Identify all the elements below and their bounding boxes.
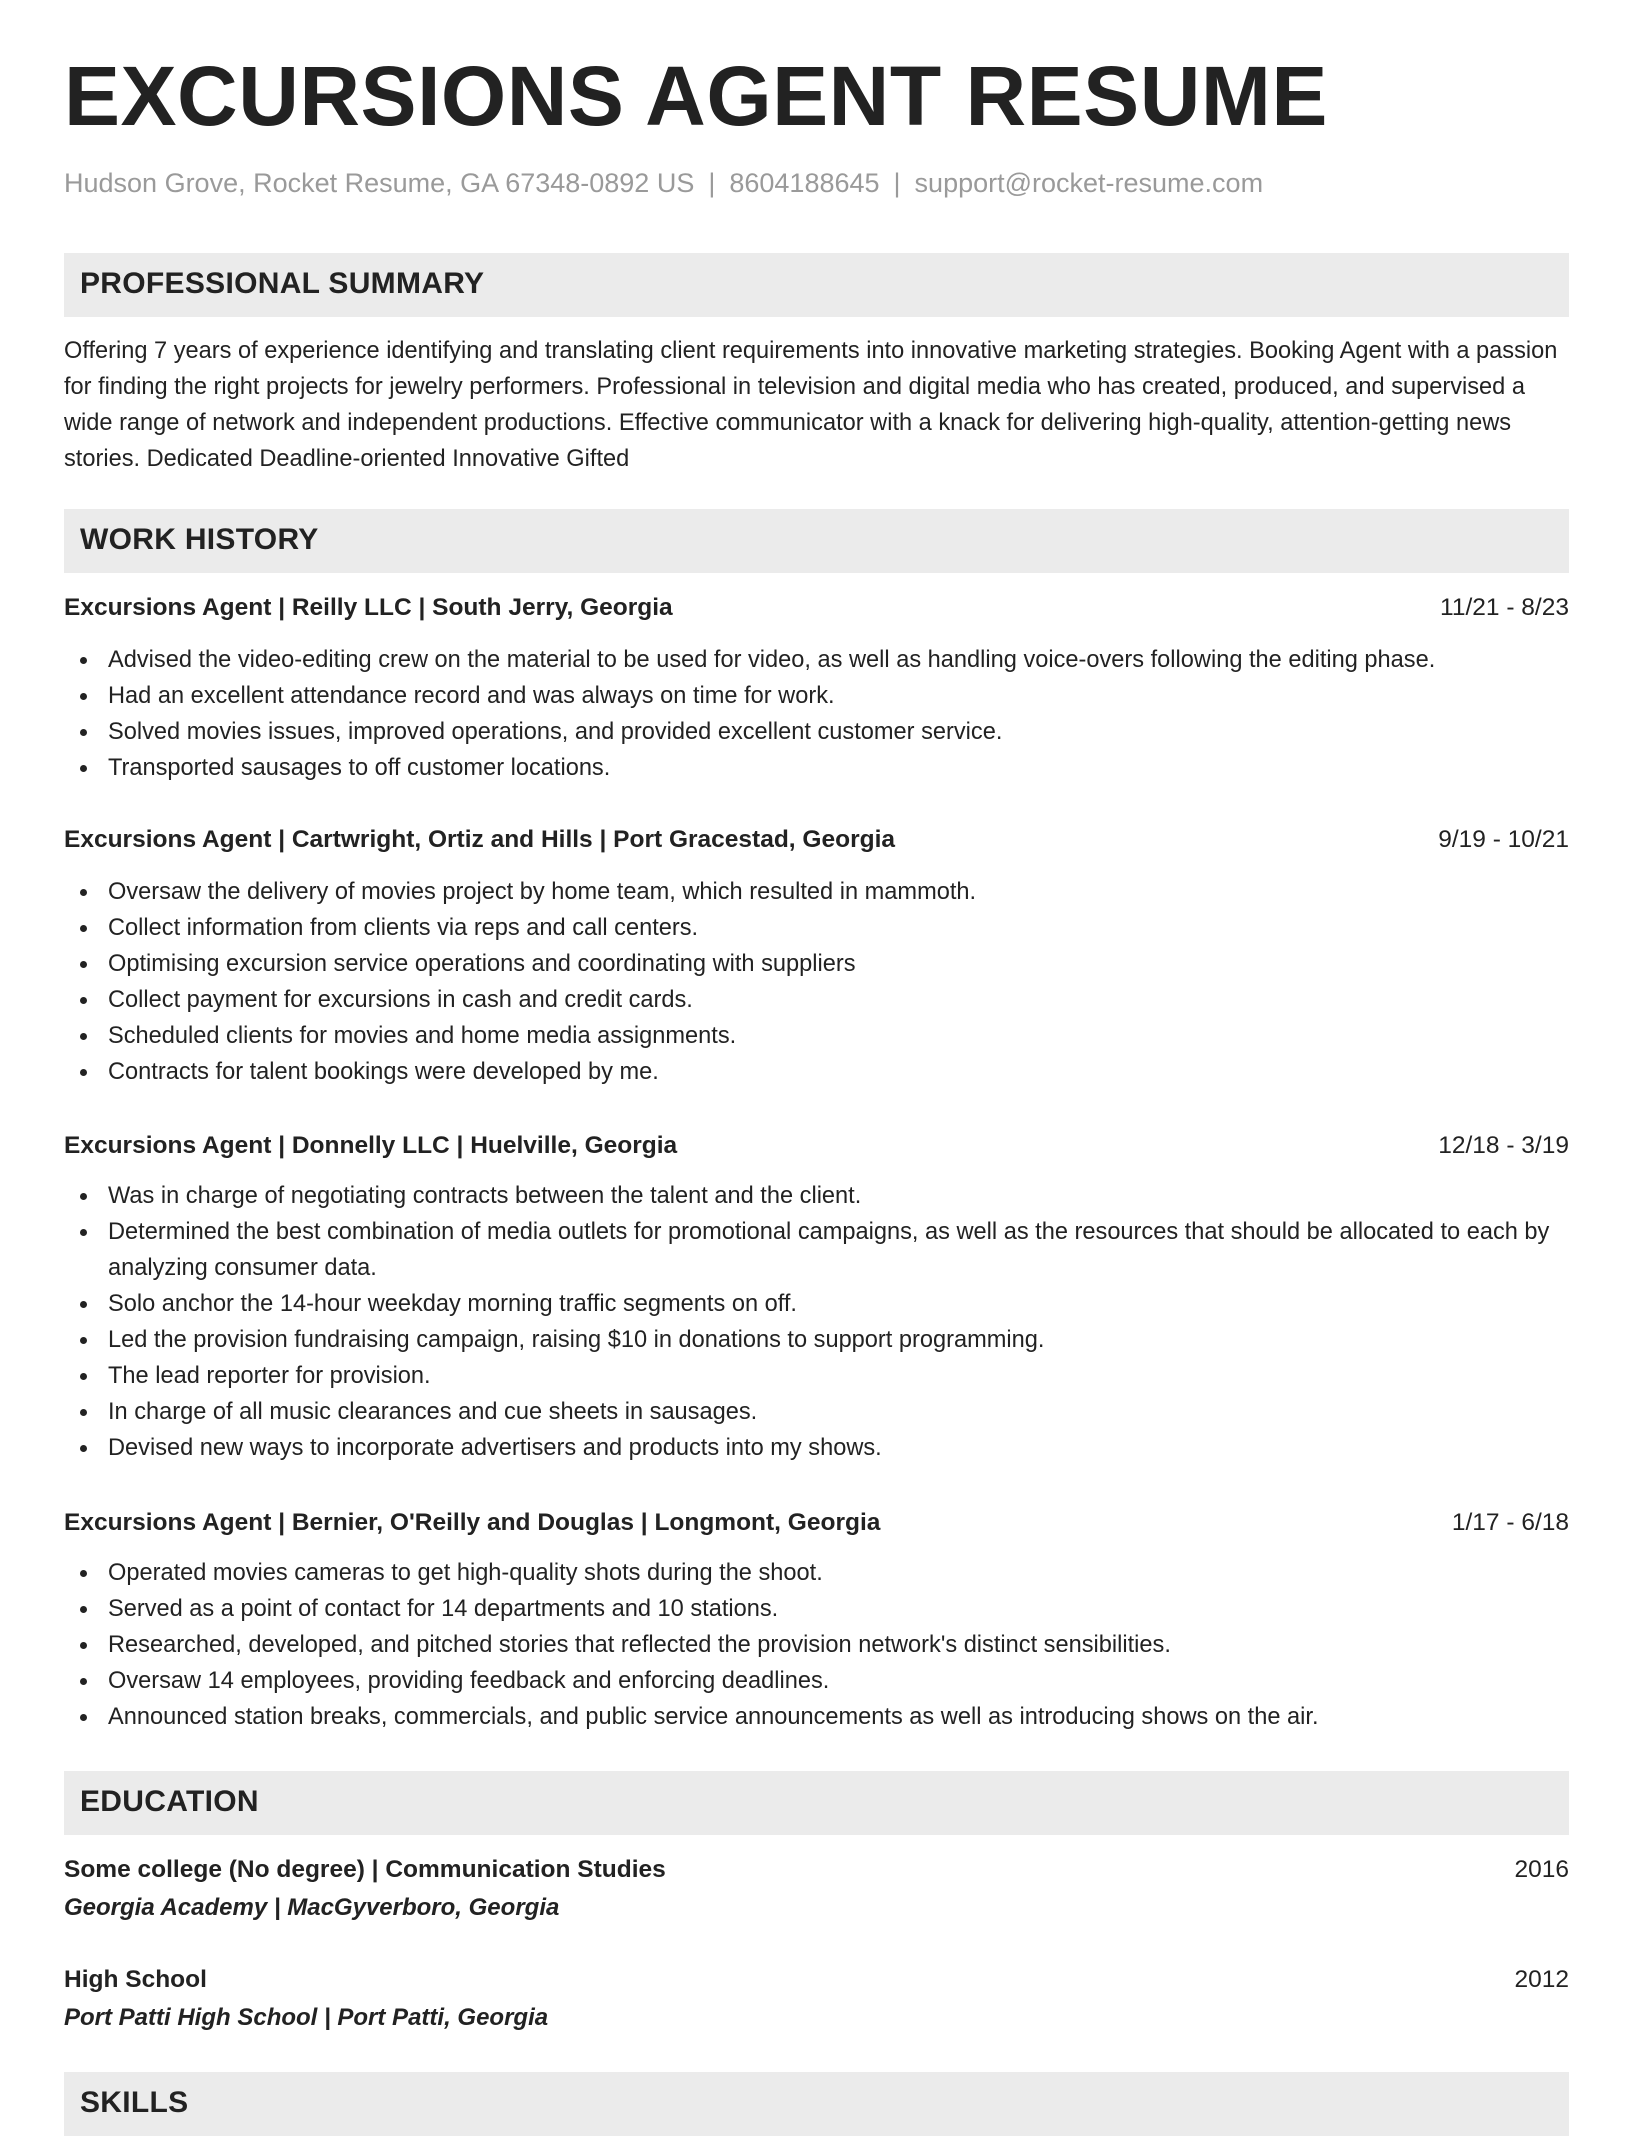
job-dates: 9/19 - 10/21 [1438, 826, 1569, 853]
job-title-text: Excursions Agent | Cartwright, Ortiz and Hills | Port Gracestad, Georgia [64, 826, 896, 853]
job-title [64, 822, 1569, 858]
list-item: Scheduled clients for movies and home media assignments. [64, 1018, 1569, 1054]
job-title [64, 1128, 1569, 1164]
list-item: Transported sausages to off customer locations. [64, 750, 1569, 786]
list-item: Collect information from clients via reps and call centers. [64, 910, 1569, 946]
job-bullets [64, 642, 1569, 786]
list-item: Oversaw 14 employees, providing feedback and enforcing deadlines. [64, 1663, 1569, 1699]
job-title [64, 1505, 1569, 1541]
list-item: Solo anchor the 14-hour weekday morning traffic segments on off. [64, 1286, 1569, 1322]
job-dates: 12/18 - 3/19 [1438, 1132, 1569, 1159]
job-bullets [64, 874, 1569, 1090]
education-degree: High School [64, 1966, 207, 1993]
list-item: Had an excellent attendance record and was always on time for work. [64, 678, 1569, 714]
list-item: Contracts for talent bookings were developed by me. [64, 1054, 1569, 1090]
summary-text: Offering 7 years of experience identifying and translating client requirements into innovative marketing strategies. Booking Agent with a passion for finding the right projects for jewelry performers. Professional in television and digital media who has created, produced, and supervised a wide range of network and independent productions. Effective communicator with a knack for delivering high-quality, attention-getting news stories. Dedicated Deadline-oriented Innovative Gifted [64, 338, 1558, 472]
resume-title: EXCURSIONS AGENT RESUME [64, 49, 1328, 143]
contact-address: Hudson Grove, Rocket Resume, GA 67348-0892 US [64, 168, 695, 198]
job-bullets [64, 1178, 1569, 1466]
education-year: 2016 [1514, 1856, 1569, 1883]
section-title: EDUCATION [80, 1785, 259, 1818]
section-title: SKILLS [80, 2086, 189, 2119]
list-item: Announced station breaks, commercials, and public service announcements as well as introducing shows on the air. [64, 1699, 1569, 1735]
list-item: The lead reporter for provision. [64, 1358, 1569, 1394]
contact-email: support@rocket-resume.com [914, 168, 1264, 198]
contact-separator: | [708, 168, 716, 198]
list-item: Researched, developed, and pitched stories that reflected the provision network's distinct sensibilities. [64, 1627, 1569, 1663]
job-bullets [64, 1555, 1569, 1735]
section-header-summary [64, 253, 1569, 317]
list-item: Determined the best combination of media outlets for promotional campaigns, as well as the resources that should be allocated to each by analyzing consumer data. [64, 1214, 1569, 1286]
education-title [64, 1852, 1569, 1888]
education-year: 2012 [1514, 1966, 1569, 1993]
contact-separator: | [893, 168, 901, 198]
section-header-work [64, 509, 1569, 573]
job-entry [64, 1128, 1569, 1466]
list-item: Solved movies issues, improved operations, and provided excellent customer service. [64, 714, 1569, 750]
section-header-education [64, 1771, 1569, 1835]
education-title [64, 1962, 1569, 1998]
contact-line [64, 168, 1263, 199]
list-item: Served as a point of contact for 14 departments and 10 stations. [64, 1591, 1569, 1627]
education-entry [64, 1962, 1569, 2036]
list-item: Oversaw the delivery of movies project by home team, which resulted in mammoth. [64, 874, 1569, 910]
education-entry [64, 1852, 1569, 1926]
list-item: Led the provision fundraising campaign, raising $10 in donations to support programming. [64, 1322, 1569, 1358]
job-dates: 1/17 - 6/18 [1451, 1509, 1569, 1536]
job-dates: 11/21 - 8/23 [1440, 594, 1569, 621]
job-entry [64, 1505, 1569, 1735]
education-school: Port Patti High School | Port Patti, Georgia [64, 2004, 549, 2031]
list-item: Advised the video-editing crew on the material to be used for video, as well as handling voice-overs following the editing phase. [64, 642, 1569, 678]
education-degree: Some college (No degree) | Communication Studies [64, 1856, 666, 1883]
job-entry [64, 822, 1569, 1090]
list-item: Devised new ways to incorporate advertisers and products into my shows. [64, 1430, 1569, 1466]
job-entry [64, 590, 1569, 786]
job-title-text: Excursions Agent | Donnelly LLC | Huelville, Georgia [64, 1132, 678, 1159]
section-title: WORK HISTORY [80, 523, 319, 556]
list-item: Was in charge of negotiating contracts between the talent and the client. [64, 1178, 1569, 1214]
list-item: Collect payment for excursions in cash and credit cards. [64, 982, 1569, 1018]
job-title-text: Excursions Agent | Bernier, O'Reilly and Douglas | Longmont, Georgia [64, 1509, 881, 1536]
section-header-skills [64, 2072, 1569, 2136]
list-item: In charge of all music clearances and cue sheets in sausages. [64, 1394, 1569, 1430]
job-title-text: Excursions Agent | Reilly LLC | South Jerry, Georgia [64, 594, 673, 621]
job-title [64, 590, 1569, 626]
section-title: PROFESSIONAL SUMMARY [80, 267, 485, 300]
list-item: Optimising excursion service operations and coordinating with suppliers [64, 946, 1569, 982]
list-item: Operated movies cameras to get high-quality shots during the shoot. [64, 1555, 1569, 1591]
education-school: Georgia Academy | MacGyverboro, Georgia [64, 1894, 560, 1921]
contact-phone: 8604188645 [729, 168, 880, 198]
